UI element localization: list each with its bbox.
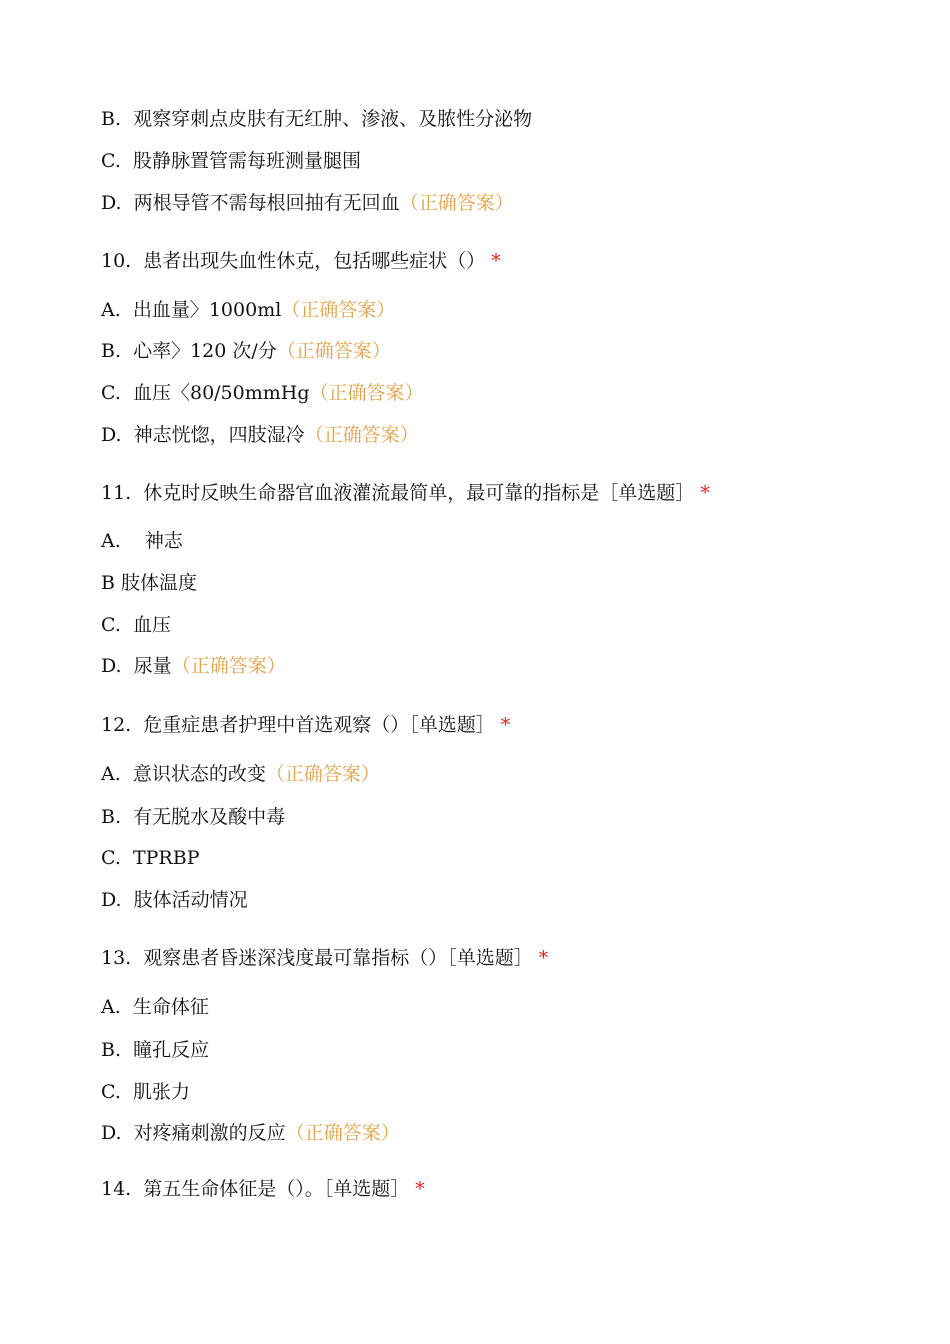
option-line: C. 肌张力 [101, 1081, 190, 1103]
option-line: D. 尿量（正确答案） [101, 655, 286, 677]
option-line: D. 肢体活动情况 [101, 889, 248, 911]
required-star: * [538, 947, 549, 969]
required-star: * [415, 1178, 425, 1200]
option-line: D. 神志恍惚，四肢湿冷（正确答案） [101, 424, 419, 446]
option-line: D. 对疼痛刺激的反应（正确答案） [101, 1122, 400, 1144]
option-line: C. TPRBP [101, 847, 200, 869]
question-title: 13. 观察患者昏迷深浅度最可靠指标（）［单选题］ * [101, 947, 549, 969]
option-line: B 肢体温度 [101, 572, 198, 594]
question-title: 10. 患者出现失血性休克，包括哪些症状（） * [101, 250, 501, 272]
correct-answer-tag: （正确答案） [399, 192, 514, 214]
option-line: B. 心率〉120 次/分（正确答案） [101, 340, 391, 362]
correct-answer-tag: （正确答案） [281, 299, 396, 321]
required-star: * [700, 482, 710, 504]
option-line: D. 两根导管不需每根回抽有无回血（正确答案） [101, 192, 514, 214]
option-line: A. 意识状态的改变（正确答案） [101, 763, 380, 785]
question-title: 11. 休克时反映生命器官血液灌流最简单，最可靠的指标是［单选题］ * [101, 482, 710, 504]
required-star: * [491, 250, 501, 272]
correct-answer-tag: （正确答案） [265, 763, 380, 785]
option-line: B. 瞳孔反应 [101, 1039, 210, 1061]
option-line: B. 观察穿刺点皮肤有无红肿、渗液、及脓性分泌物 [101, 108, 533, 130]
correct-answer-tag: （正确答案） [304, 424, 419, 446]
option-line: C. 股静脉置管需每班测量腿围 [101, 150, 361, 172]
option-line: C. 血压〈80/50mmHg（正确答案） [101, 382, 424, 404]
option-line: A. 出血量〉1000ml（正确答案） [101, 299, 396, 321]
correct-answer-tag: （正确答案） [309, 382, 424, 404]
question-title: 12. 危重症患者护理中首选观察（）［单选题］ * [101, 714, 511, 736]
correct-answer-tag: （正确答案） [285, 1122, 400, 1144]
option-line: A. 神志 [101, 530, 183, 552]
correct-answer-tag: （正确答案） [276, 340, 391, 362]
option-line: B. 有无脱水及酸中毒 [101, 806, 286, 828]
required-star: * [500, 714, 511, 736]
option-line: C. 血压 [101, 614, 171, 636]
option-line: A. 生命体征 [101, 996, 209, 1018]
correct-answer-tag: （正确答案） [171, 655, 286, 677]
question-title: 14. 第五生命体征是（）。［单选题］ * [101, 1178, 425, 1200]
